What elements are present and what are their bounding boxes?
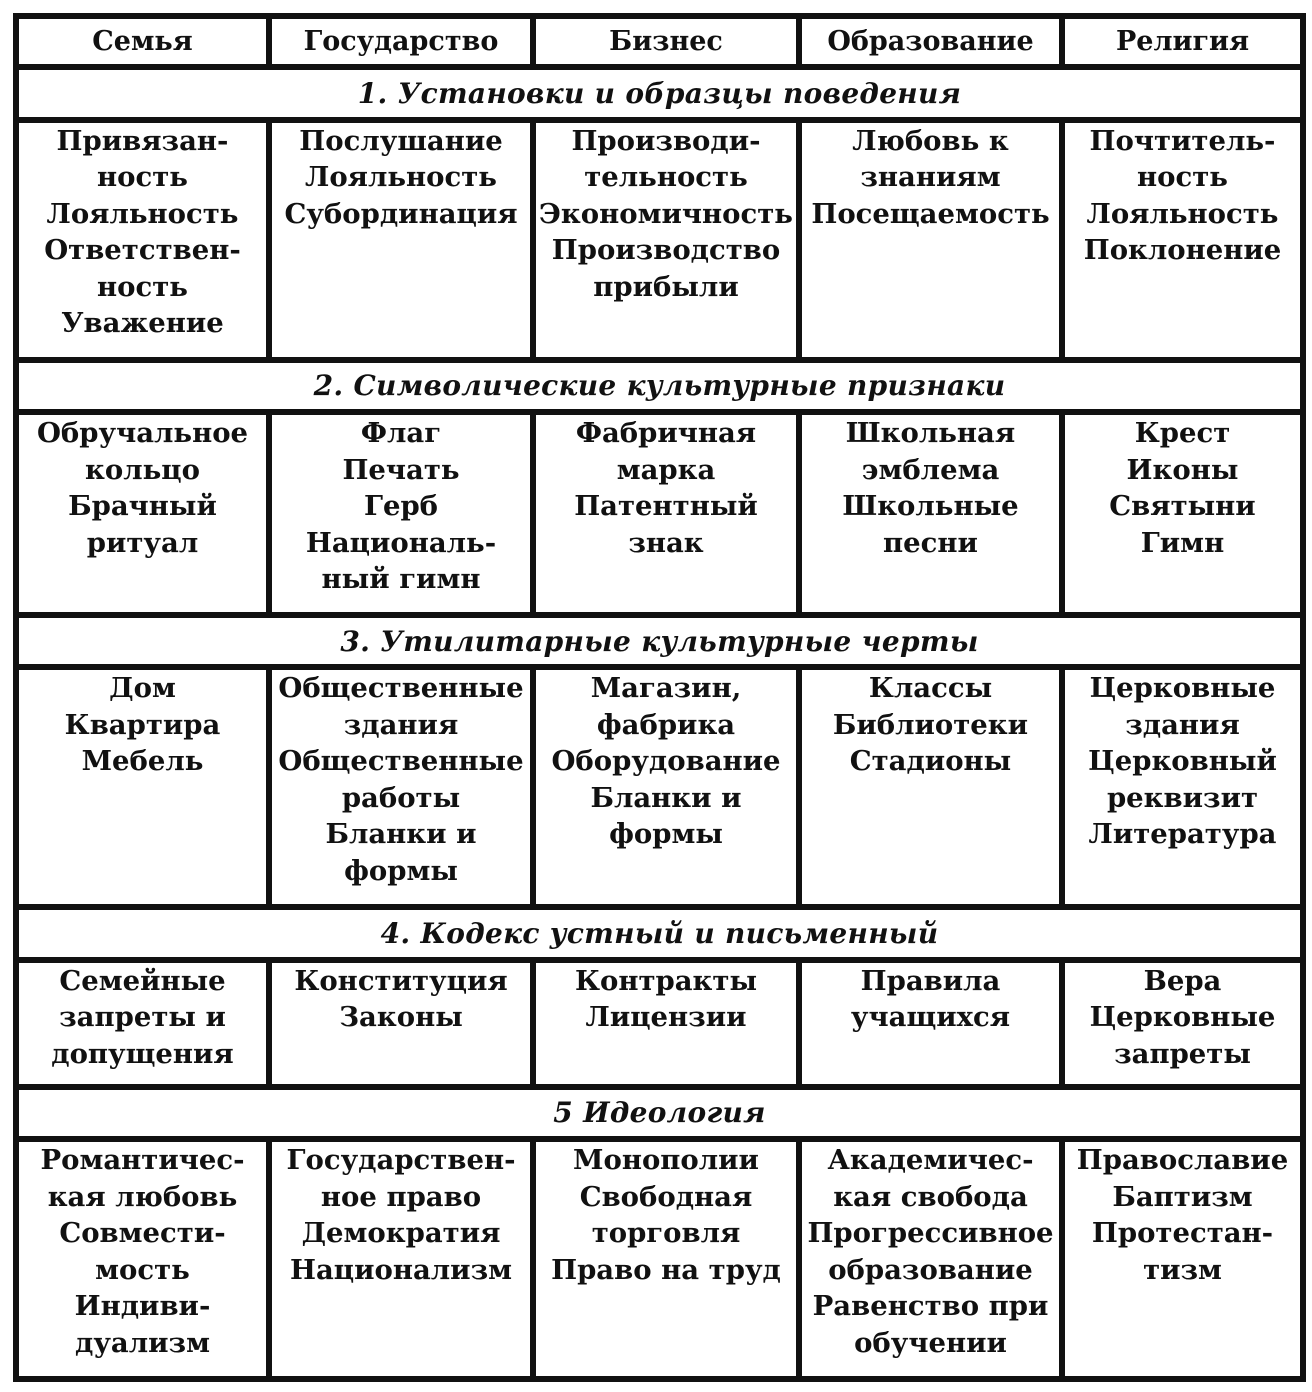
cell-line: Магазин,	[590, 672, 742, 705]
section-content-row	[16, 960, 1303, 1087]
section-title: 2. Символические культурные признаки	[16, 360, 1303, 412]
cell-line: допущения	[51, 1037, 234, 1070]
table-cell	[1062, 120, 1303, 360]
section-content-row	[16, 667, 1303, 907]
cell-line: Классы	[868, 672, 993, 705]
cell-line: Печать	[342, 453, 460, 486]
cell-line: эмблема	[861, 453, 1000, 486]
table-cell	[1062, 1139, 1303, 1379]
cell-line: Протестан-	[1091, 1217, 1274, 1249]
table-cell	[269, 1139, 533, 1379]
cell-line: знаниям	[860, 161, 1001, 194]
column-header-education: Образование	[799, 16, 1062, 67]
cell-line: Конституция	[294, 964, 508, 997]
table-cell	[16, 1139, 269, 1379]
cell-line: учащихся	[850, 1001, 1011, 1034]
table-cell	[799, 1139, 1062, 1379]
cell-line: Оборудование	[551, 745, 781, 778]
cell-line: кольцо	[85, 453, 200, 486]
cell-line: Романтичес-	[40, 1144, 245, 1176]
cell-line: Право на труд	[551, 1253, 781, 1286]
cell-line: Церковный	[1088, 745, 1277, 778]
cell-line: Крест	[1134, 417, 1231, 450]
cell-line: Иконы	[1126, 453, 1239, 486]
cell-line: Церковные	[1089, 1001, 1276, 1034]
section-header-row	[16, 1087, 1303, 1139]
table-cell	[16, 667, 269, 907]
cell-line: знак	[628, 526, 704, 559]
cell-line: запреты и	[59, 1001, 226, 1034]
cell-line: кая свобода	[833, 1180, 1028, 1213]
cell-line: Патентный	[574, 490, 758, 523]
cell-line: мость	[95, 1253, 190, 1286]
cell-line: Почтитель-	[1089, 124, 1276, 157]
column-header-business: Бизнес	[533, 16, 799, 67]
section-header-row	[16, 67, 1303, 119]
cell-line: ность	[97, 270, 188, 303]
cell-line: Вера	[1143, 964, 1222, 997]
table-cell	[16, 960, 269, 1087]
cell-line: Квартира	[64, 708, 221, 741]
table-cell	[533, 412, 799, 615]
cell-line: Равенство при	[812, 1290, 1049, 1322]
cell-line: Ответствен-	[44, 234, 241, 267]
cell-line: Академичес-	[827, 1144, 1034, 1176]
cell-line: торговля	[591, 1217, 741, 1249]
table-cell	[269, 960, 533, 1087]
cell-line: Гимн	[1140, 526, 1225, 559]
cell-line: формы	[344, 854, 458, 887]
cell-line: образование	[828, 1253, 1033, 1286]
cell-line: ритуал	[86, 526, 199, 559]
cell-line: Контракты	[574, 964, 758, 997]
table-cell	[533, 960, 799, 1087]
cell-line: Обручальное	[36, 417, 249, 450]
column-header-family: Семья	[16, 16, 269, 67]
cell-line: Баптизм	[1112, 1180, 1253, 1213]
cell-line: работы	[341, 781, 461, 814]
cell-line: Прогрессивное	[807, 1217, 1054, 1249]
cell-line: Герб	[363, 490, 439, 523]
cell-line: ность	[97, 161, 188, 194]
cell-line: Демократия	[301, 1217, 501, 1249]
cell-line: Школьные	[842, 490, 1019, 523]
table-cell	[533, 1139, 799, 1379]
cell-line: Школьная	[845, 417, 1016, 450]
table-cell	[799, 667, 1062, 907]
cell-line: Дом	[109, 672, 176, 705]
cell-line: Лояльность	[46, 197, 239, 230]
cell-line: Правила	[860, 964, 1001, 997]
institutions-table	[13, 13, 1306, 1382]
cell-line: кая любовь	[47, 1180, 238, 1213]
cell-line: Уважение	[61, 307, 224, 340]
section-content-row	[16, 1139, 1303, 1379]
cell-line: Церковные	[1089, 672, 1276, 705]
cell-line: Общественные	[278, 745, 524, 778]
cell-line: тизм	[1143, 1253, 1222, 1286]
cell-line: здания	[1125, 708, 1240, 741]
cell-line: реквизит	[1106, 781, 1259, 814]
cell-line: Флаг	[360, 417, 442, 450]
table-cell	[269, 412, 533, 615]
cell-line: Семейные	[59, 964, 226, 997]
table-cell	[533, 667, 799, 907]
section-header-row	[16, 360, 1303, 412]
cell-line: Стадионы	[849, 745, 1012, 778]
cell-line: фабрика	[596, 708, 736, 741]
section-title: 1. Установки и образцы поведения	[16, 67, 1303, 119]
cell-line: ность	[1137, 161, 1228, 194]
cell-line: формы	[609, 818, 723, 851]
cell-line: Совмести-	[59, 1217, 226, 1249]
cell-line: Бланки и	[590, 781, 742, 814]
cell-line: Лояльность	[305, 161, 497, 194]
cell-line: ный гимн	[321, 563, 481, 596]
cell-line: Послушание	[299, 124, 503, 157]
cell-line: Библиотеки	[832, 708, 1029, 741]
cell-line: Фабричная	[575, 417, 757, 450]
table-cell	[799, 412, 1062, 615]
section-title: 3. Утилитарные культурные черты	[16, 615, 1303, 667]
cell-line: Производство	[551, 234, 781, 267]
section-header-row	[16, 615, 1303, 667]
cell-line: Любовь к	[852, 124, 1009, 157]
cell-line: Привязан-	[56, 124, 229, 157]
section-content-row	[16, 412, 1303, 615]
cell-line: ное право	[320, 1180, 482, 1213]
cell-line: здания	[343, 708, 459, 741]
column-header-state: Государство	[269, 16, 533, 67]
table-cell	[269, 120, 533, 360]
section-header-row	[16, 907, 1303, 959]
section-title: 4. Кодекс устный и письменный	[16, 907, 1303, 959]
table-cell	[1062, 412, 1303, 615]
cell-line: Монополии	[573, 1144, 759, 1176]
cell-line: прибыли	[593, 270, 739, 303]
cell-line: Лицензии	[585, 1001, 747, 1034]
column-header-row	[16, 16, 1303, 67]
cell-line: Свободная	[579, 1180, 753, 1213]
table-cell	[16, 412, 269, 615]
cell-line: запреты	[1114, 1037, 1251, 1070]
cell-line: Субординация	[284, 197, 518, 230]
cell-line: Национализм	[289, 1253, 513, 1286]
cell-line: песни	[883, 526, 978, 559]
cell-line: Экономичность	[539, 197, 793, 230]
table-cell	[799, 120, 1062, 360]
table-cell	[533, 120, 799, 360]
cell-line: Государствен-	[286, 1144, 516, 1176]
table-cell	[16, 120, 269, 360]
cell-line: дуализм	[75, 1326, 210, 1359]
table-cell	[799, 960, 1062, 1087]
cell-line: обучении	[854, 1326, 1007, 1359]
cell-line: Бланки и	[325, 818, 477, 851]
cell-line: Лояльность	[1086, 197, 1279, 230]
section-title: 5 Идеология	[16, 1087, 1303, 1139]
table-cell	[269, 667, 533, 907]
cell-line: Общественные	[278, 672, 524, 705]
cell-line: Националь-	[305, 526, 497, 559]
cell-line: Посещаемость	[811, 197, 1050, 230]
cell-line: Литература	[1088, 818, 1277, 851]
cell-line: Мебель	[81, 745, 204, 778]
column-header-religion: Религия	[1062, 16, 1303, 67]
cell-line: тельность	[584, 161, 748, 194]
cell-line: Православие	[1076, 1144, 1289, 1176]
cell-line: Святыни	[1109, 490, 1256, 523]
cell-line: Поклонение	[1083, 234, 1282, 267]
section-content-row	[16, 120, 1303, 360]
cell-line: Производи-	[571, 124, 761, 157]
cell-line: Индиви-	[74, 1290, 211, 1322]
cell-line: марка	[616, 453, 716, 486]
cell-line: Брачный	[68, 490, 217, 523]
table-cell	[1062, 667, 1303, 907]
table-cell	[1062, 960, 1303, 1087]
cell-line: Законы	[339, 1001, 463, 1034]
